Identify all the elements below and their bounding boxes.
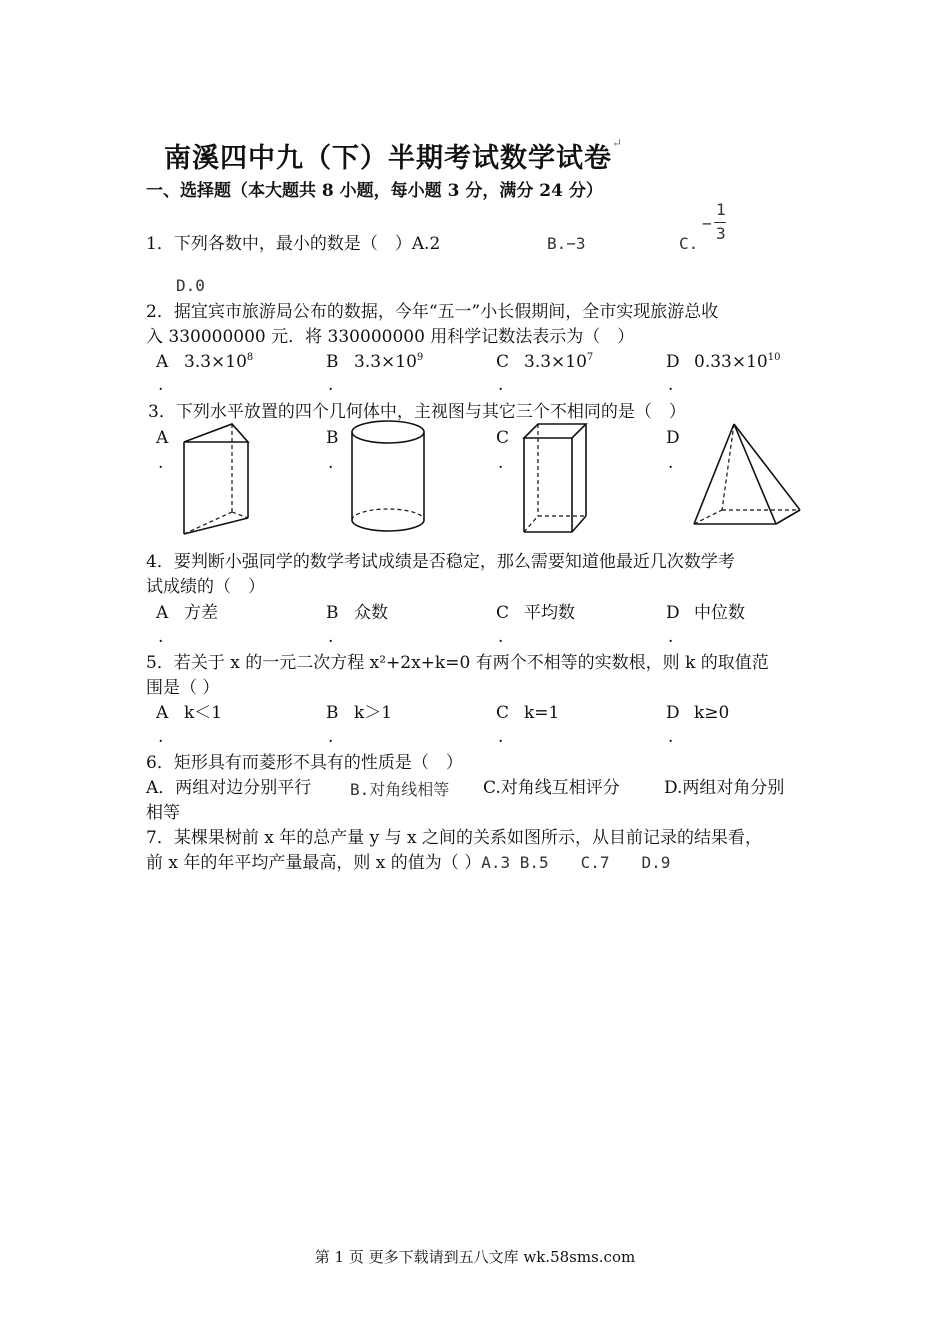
question-4-line-1: 4．要判断小强同学的数学考试成绩是否稳定，那么需要知道他最近几次数学考 xyxy=(146,552,735,572)
question-4-option-b: B 众数 xyxy=(326,603,388,623)
question-4-option-c: C 平均数 xyxy=(496,603,575,623)
question-6-option-d-continued: 相等 xyxy=(146,803,180,823)
option-dot: . xyxy=(328,453,334,473)
option-dot: . xyxy=(498,375,504,395)
option-dot: . xyxy=(158,453,164,473)
question-6: 6．矩形具有而菱形不具有的性质是（ ） xyxy=(146,753,463,773)
question-4-line-2: 试成绩的（ ） xyxy=(146,577,265,597)
option-dot: . xyxy=(668,727,674,747)
question-1-option-c: C. xyxy=(679,234,699,253)
question-2-option-a: A $3.3\times 10^8$ xyxy=(156,352,254,372)
rectangular-prism-icon xyxy=(520,420,592,538)
question-1-text: 1．下列各数中，最小的数是（ ）A.2 xyxy=(146,234,441,254)
question-3-letter-a: A xyxy=(156,428,169,448)
question-5-option-a: A k＜1 xyxy=(156,703,223,723)
fraction-numerator: 1 xyxy=(716,200,726,219)
question-7-options: A.3 B.5 C.7 D.9 xyxy=(481,853,671,872)
exam-title-text: 南溪四中九（下）半期考试数学试卷 xyxy=(164,143,612,174)
fraction-bar xyxy=(714,222,726,223)
option-dot: . xyxy=(668,627,674,647)
question-2-line-2: 入 330000000 元．将 330000000 用科学记数法表示为（ ） xyxy=(146,327,635,347)
question-5-option-d: D k≥0 xyxy=(666,703,730,723)
question-7-line-1: 7．某棵果树前 x 年的总产量 y 与 x 之间的关系如图所示，从目前记录的结果看， xyxy=(146,828,763,848)
fraction-denominator: 3 xyxy=(716,224,726,243)
cylinder-icon xyxy=(348,418,430,536)
option-dot: . xyxy=(498,453,504,473)
option-dot: . xyxy=(158,375,164,395)
question-6-option-a: A．两组对边分别平行 xyxy=(146,778,312,798)
question-5-line-1: 5．若关于 x 的一元二次方程 x²+2x+k=0 有两个不相等的实数根，则 k 的取值范 xyxy=(146,653,769,673)
fraction-sign: − xyxy=(702,214,712,233)
option-dot: . xyxy=(668,375,674,395)
question-1 xyxy=(146,232,440,256)
option-dot: . xyxy=(498,727,504,747)
option-dot: . xyxy=(158,727,164,747)
question-3-letter-b: B xyxy=(326,428,339,448)
option-dot: . xyxy=(498,627,504,647)
question-3: 3．下列水平放置的四个几何体中，主视图与其它三个不相同的是（ ） xyxy=(148,402,686,422)
question-3-letter-c: C xyxy=(496,428,510,448)
section-heading: 一、选择题（本大题共 8 小题，每小题 3 分，满分 24 分） xyxy=(146,181,603,201)
exam-title xyxy=(164,136,623,175)
question-5-option-b: B k＞1 xyxy=(326,703,393,723)
page-footer: 第 1 页 更多下载请到五八文库 wk.58sms.com xyxy=(314,1248,636,1266)
question-5-line-2: 围是（ ） xyxy=(146,678,220,698)
question-1-option-d: D.0 xyxy=(176,276,205,295)
question-2-option-d: D $0.33\times 10^{10}$ xyxy=(666,352,781,372)
question-2-option-c: C $3.3\times 10^7$ xyxy=(496,352,594,372)
question-5-option-c: C k=1 xyxy=(496,703,560,723)
question-6-option-c: C.对角线互相评分 xyxy=(483,778,620,798)
option-dot: . xyxy=(158,627,164,647)
question-6-option-d: D.两组对角分别 xyxy=(664,778,785,798)
question-1-option-b: B.−3 xyxy=(547,234,586,253)
question-6-option-b: B.对角线相等 xyxy=(350,780,450,799)
option-dot: . xyxy=(328,727,334,747)
question-3-letter-d: D xyxy=(666,428,680,448)
question-4-option-d: D 中位数 xyxy=(666,603,745,623)
return-mark-icon: ↵ xyxy=(612,136,624,150)
question-2-option-b: B $3.3\times 10^9$ xyxy=(326,352,424,372)
option-dot: . xyxy=(328,375,334,395)
pyramid-icon xyxy=(690,420,805,530)
question-4-option-a: A 方差 xyxy=(156,603,218,623)
question-2-line-1: 2．据宜宾市旅游局公布的数据，今年“五一”小长假期间，全市实现旅游总收 xyxy=(146,302,719,322)
option-dot: . xyxy=(668,453,674,473)
triangular-prism-icon xyxy=(180,420,255,538)
option-dot: . xyxy=(328,627,334,647)
question-7-line-2-text: 前 x 年的年平均产量最高，则 x 的值为（ ） xyxy=(146,853,482,873)
question-7-line-2 xyxy=(146,851,670,875)
